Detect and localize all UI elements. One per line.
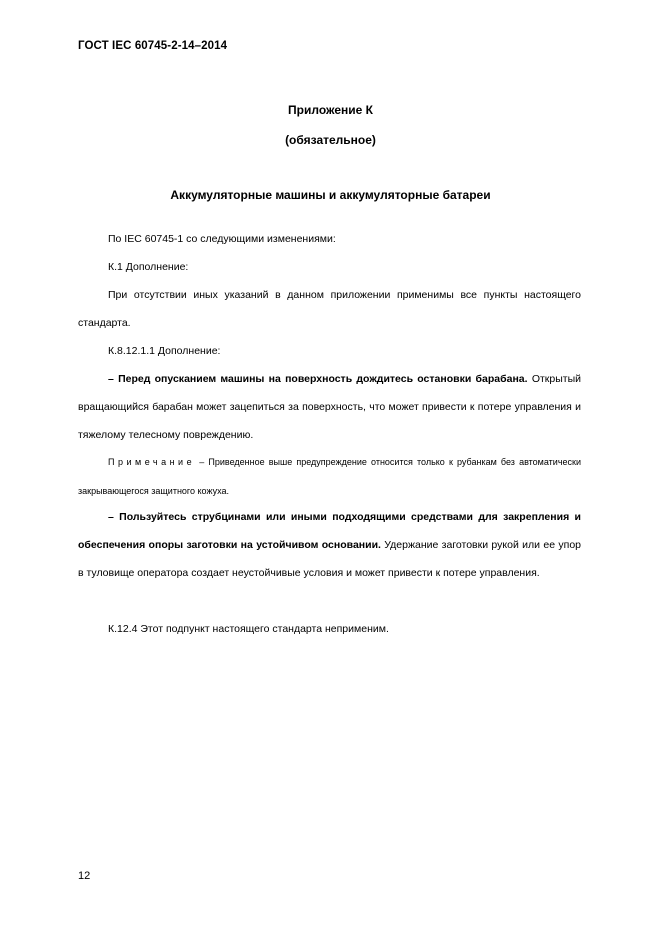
warning-2-text: Удержание заготовки рукой или ее упор в туловище оператора создает неустойчивые условия и может привести к потере управления. (78, 539, 581, 579)
paragraph-k1-text: При отсутствии иных указаний в данном приложении применимы все пункты настоящего стандарта. (78, 289, 581, 329)
page-number: 12 (78, 870, 91, 882)
warning-2-bold: – Пользуйтесь струбцинами или иными подходящими средствами для закрепления и обеспечения опоры заготовки на устойчивом основании. (78, 511, 581, 551)
paragraph-intro: По IEC 60745-1 со следующими изменениями: (108, 233, 336, 245)
note-label: Примечание (108, 457, 196, 467)
paragraph-warning-2 (78, 503, 581, 587)
warning-1-text: Открытый вращающийся барабан может зацепиться за поверхность, что может привести к потере управления и тяжелому телесному повреждению. (78, 373, 581, 441)
annex-title: Приложение К (288, 103, 373, 117)
paragraph-warning-1 (78, 365, 581, 449)
paragraph-k12: К.12.4 Этот подпункт настоящего стандарта неприменим. (108, 623, 389, 635)
document-header: ГОСТ IEC 60745-2-14–2014 (78, 40, 228, 52)
paragraph-k1: К.1 Дополнение: (108, 261, 189, 273)
note-paragraph (78, 448, 581, 506)
section-title: Аккумуляторные машины и аккумуляторные батареи (170, 188, 491, 202)
annex-status: (обязательное) (285, 133, 376, 147)
note-text: – Приведенное выше предупреждение относится только к рубанкам без автоматически закрывающегося защитного кожуха. (78, 457, 581, 496)
warning-1-bold: – Перед опусканием машины на поверхность дождитесь остановки барабана. (108, 373, 528, 385)
paragraph-k8: К.8.12.1.1 Дополнение: (108, 345, 221, 357)
